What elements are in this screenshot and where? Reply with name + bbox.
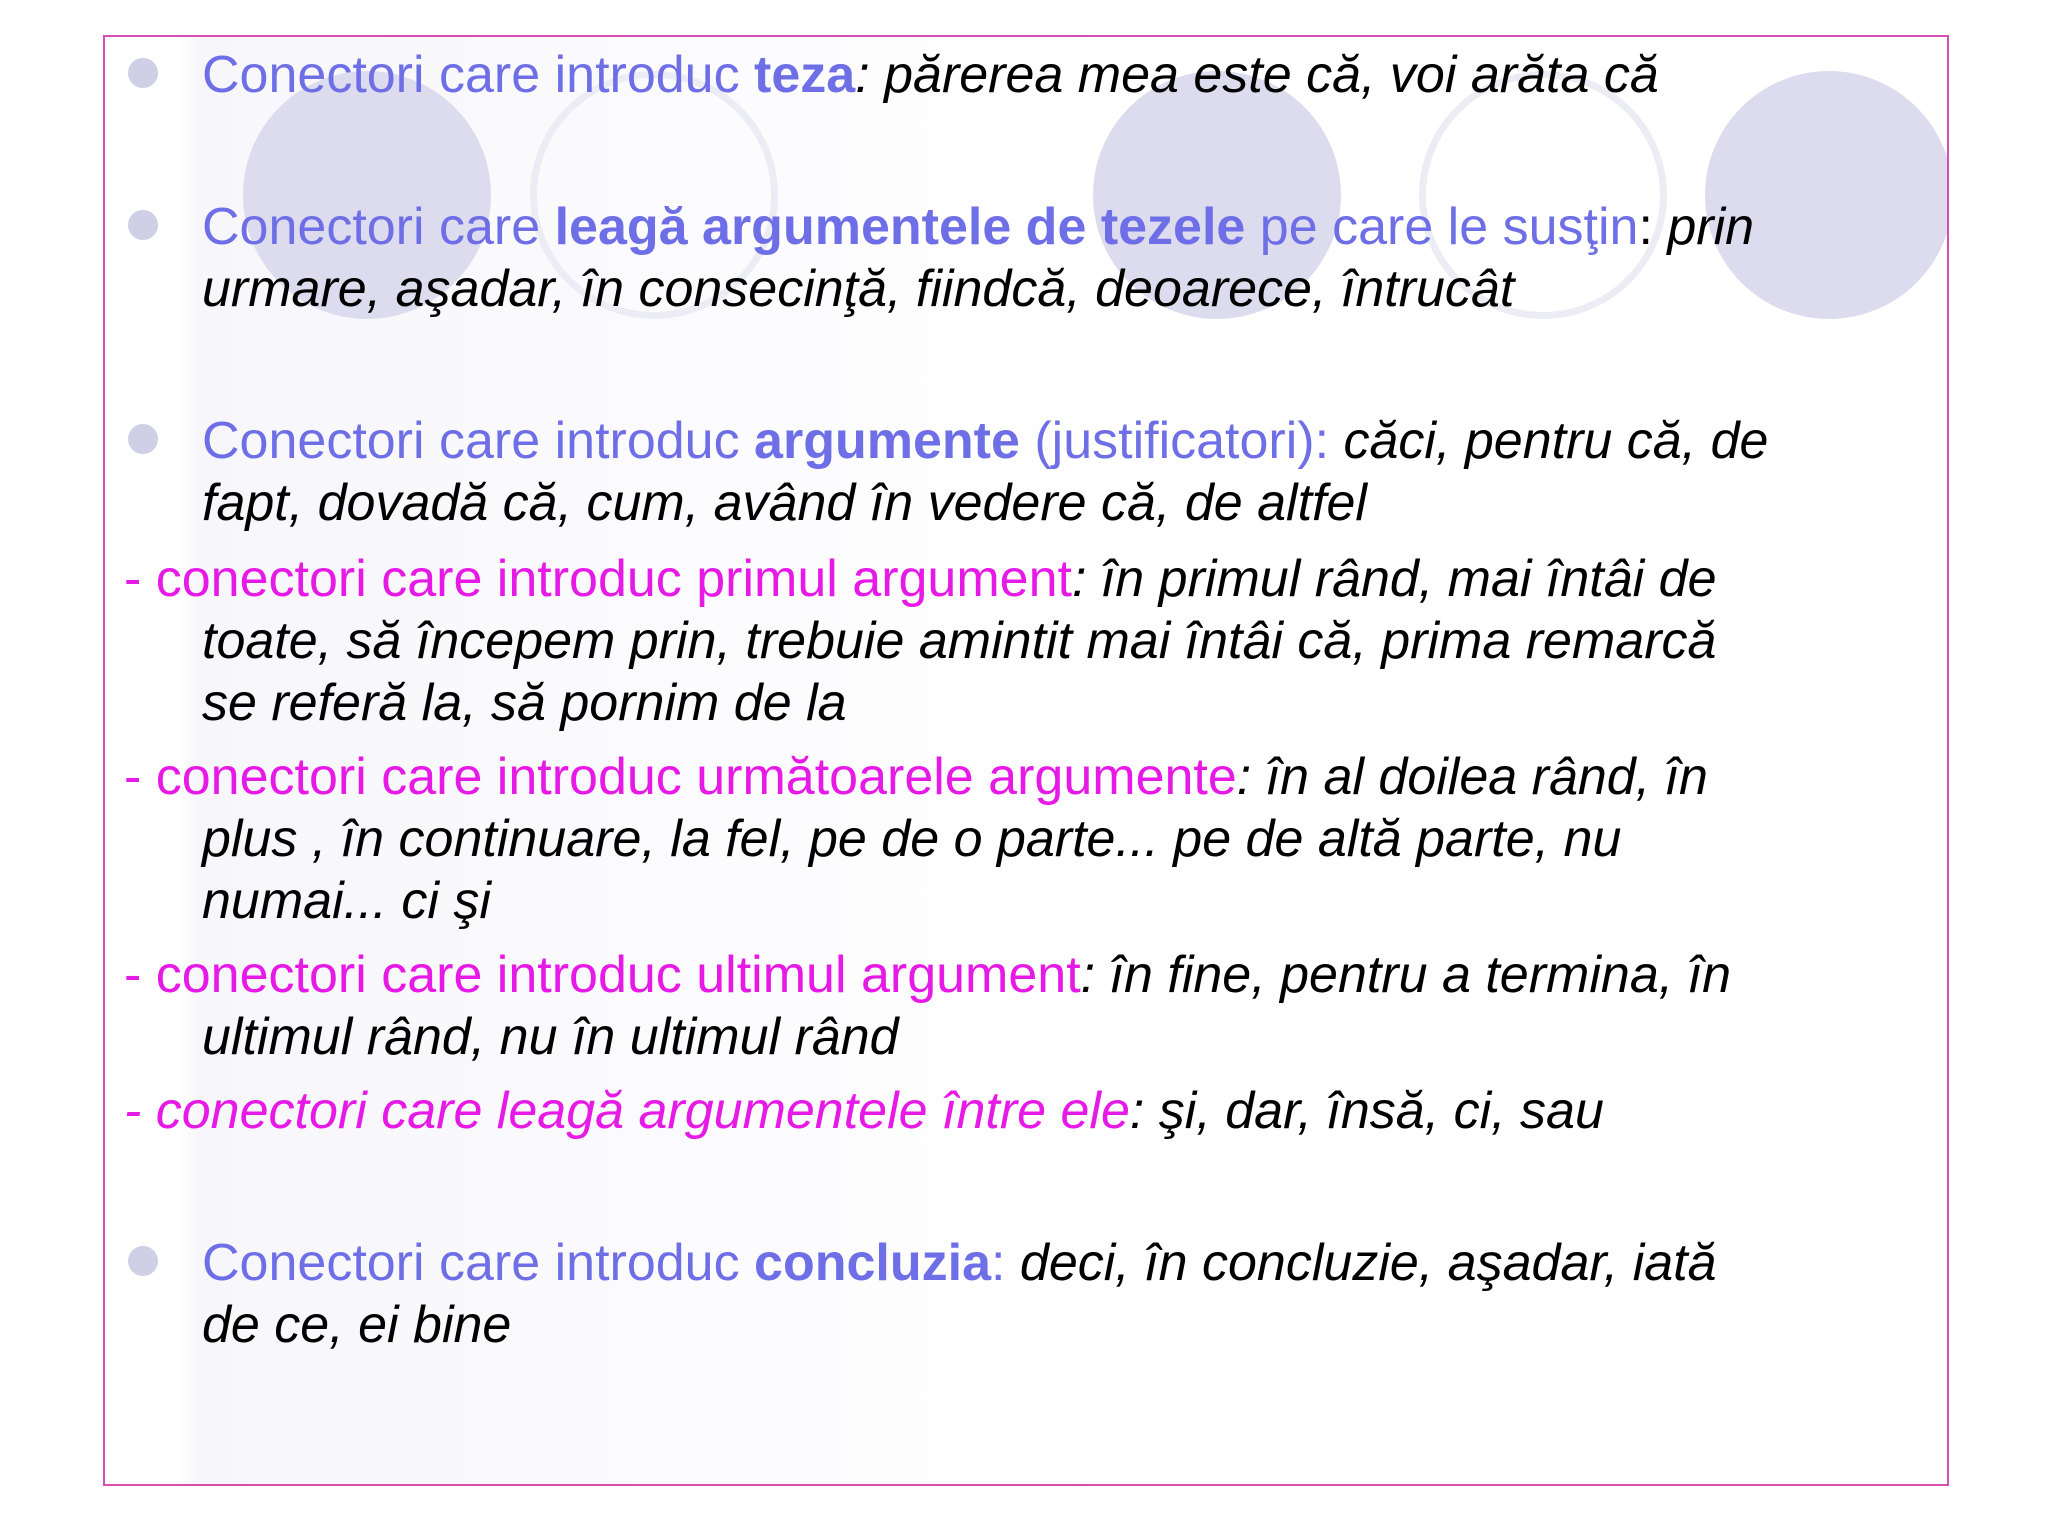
leaga-lead: Conectori care [202,198,555,256]
argumente-examples-1: căci, pentru că, de [1329,412,1769,470]
teza-colon: : [855,46,870,104]
concluzia-examples-1: deci, în concluzie, aşadar, iată [1005,1234,1717,1292]
argumente-lead: Conectori care introduc [202,412,755,470]
bullet-dot-concluzia [128,1246,158,1276]
teza-key: teza [754,46,856,104]
teza-lead: Conectori care introduc [202,46,755,104]
leaga-line-1 [202,196,1754,258]
bullet-dot-leaga [128,210,158,240]
concluzia-line-2: de ce, ei bine [202,1296,512,1354]
ultimul-line-1 [124,944,1731,1006]
urmatoare-line-1 [124,746,1708,808]
leaga-key: leagă argumentele de tezele [554,198,1246,256]
concluzia-colon: : [991,1234,1006,1292]
leaga-tail: pe care le susţin [1245,198,1639,256]
argumente-tail: (justificatori): [1019,412,1330,470]
bullet-dot-teza [128,58,158,88]
urmatoare-line-3: numai... ci şi [202,872,491,930]
leaga-examples-1: prin [1652,198,1755,256]
ultimul-examples-1: : în fine, pentru a termina, în [1080,946,1732,1004]
argumente-line-1 [202,410,1768,472]
concluzia-lead: Conectori care introduc [202,1234,755,1292]
leaga-colon: : [1638,198,1653,256]
ultimul-label: - conectori care introduc ultimul argument [124,946,1081,1004]
argumente-line-2: fapt, dovadă că, cum, având în vedere că, de altfel [202,474,1367,532]
intre-examples: : şi, dar, însă, ci, sau [1129,1082,1604,1140]
teza-examples: părerea mea este că, voi arăta că [869,46,1659,104]
ultimul-line-2: ultimul rând, nu în ultimul rând [202,1008,899,1066]
teza-line [202,44,1659,106]
argumente-key: argumente [754,412,1020,470]
primul-line-3: se referă la, să pornim de la [202,674,847,732]
concluzia-line-1 [202,1232,1717,1294]
urmatoare-label: - conectori care introduc următoarele argumente [124,748,1237,806]
intre-line [124,1080,1604,1142]
urmatoare-examples-1: : în al doilea rând, în [1236,748,1708,806]
bullet-dot-argumente [128,424,158,454]
primul-line-1 [124,548,1716,610]
leaga-line-2: urmare, aşadar, în consecinţă, fiindcă, deoarece, întrucât [202,260,1515,318]
primul-examples-1: : în primul rând, mai întâi de [1071,550,1717,608]
primul-line-2: toate, să începem prin, trebuie amintit mai întâi că, prima remarcă [202,612,1717,670]
primul-label: - conectori care introduc primul argument [124,550,1072,608]
intre-label: - conectori care leagă argumentele între ele [124,1082,1130,1140]
concluzia-key: concluzia [754,1234,991,1292]
urmatoare-line-2: plus , în continuare, la fel, pe de o parte... pe de altă parte, nu [202,810,1622,868]
